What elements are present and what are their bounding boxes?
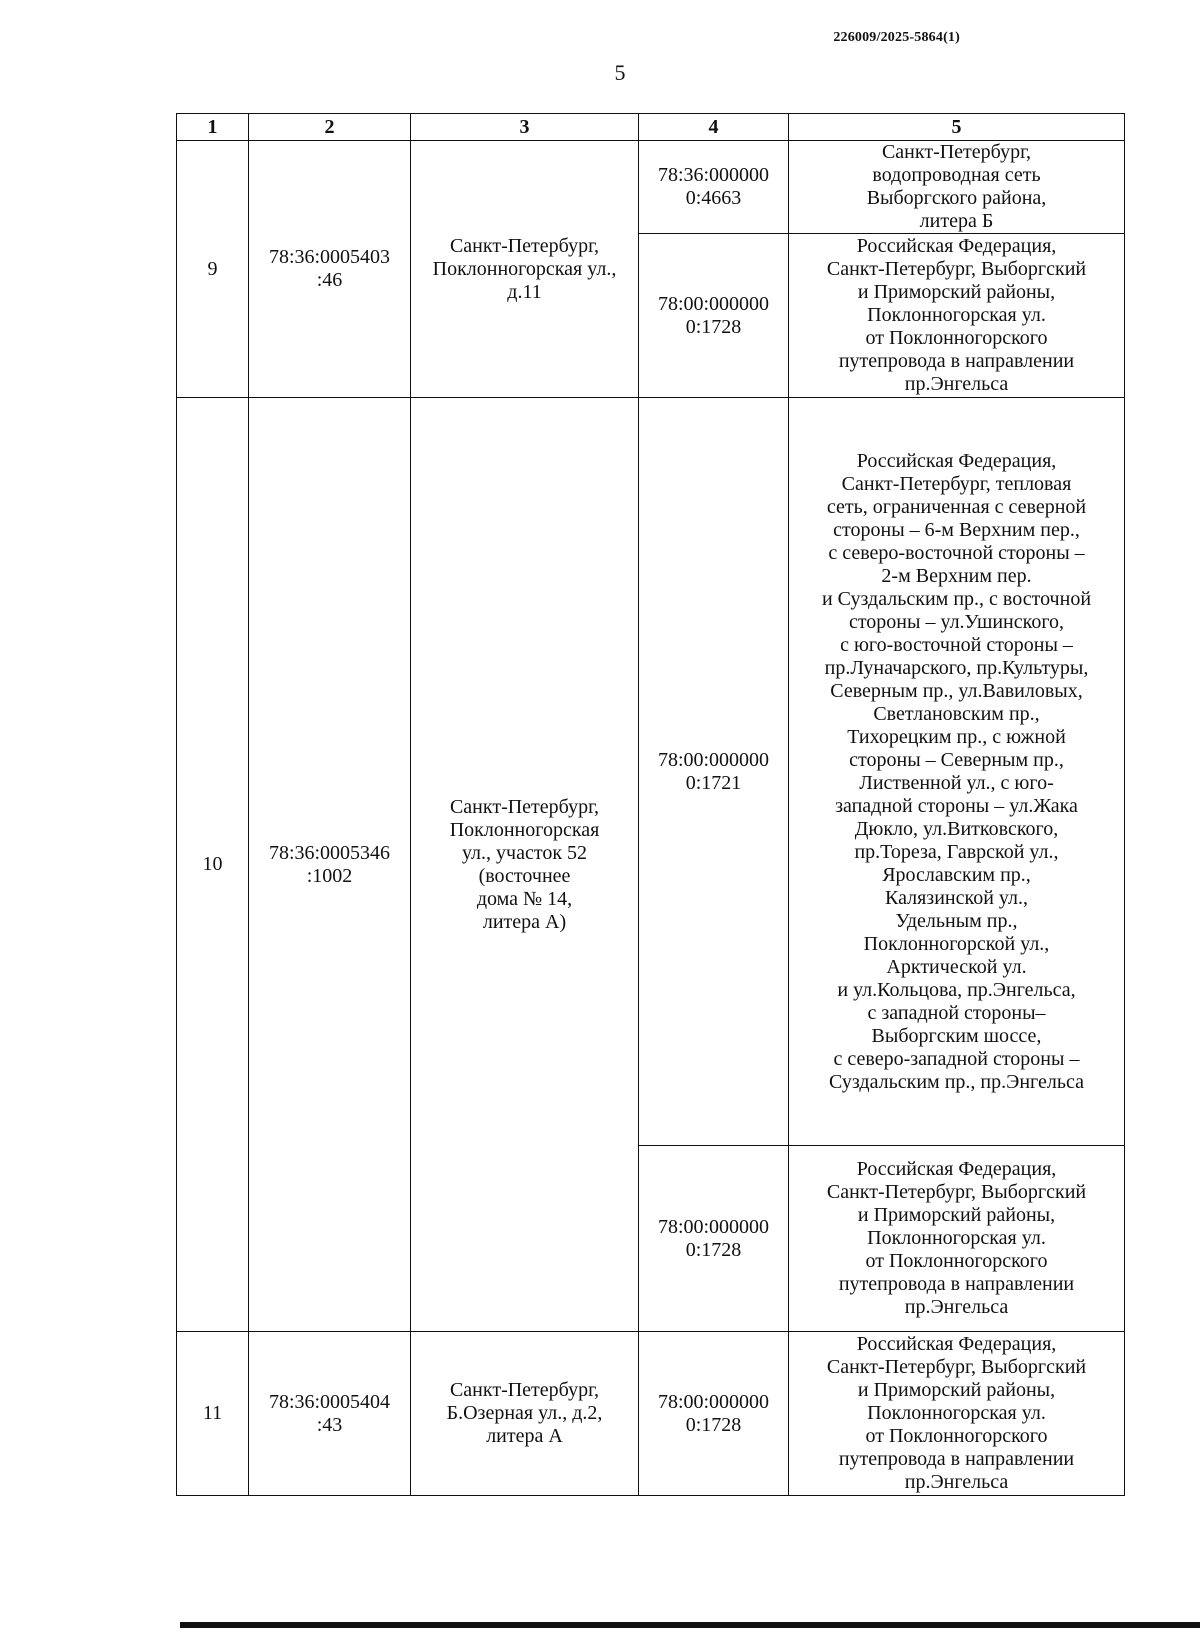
plot-address: Санкт-Петербург, Поклонногорская ул., участок 52 (восточнее дома № 14, литера А) — [411, 398, 639, 1332]
row-number: 10 — [177, 398, 249, 1332]
table-row — [177, 1332, 1125, 1496]
column-header-5: 5 — [789, 114, 1125, 141]
table-row — [177, 398, 1125, 1146]
object-description: Российская Федерация, Санкт-Петербург, тепловая сеть, ограниченная с северной стороны – 6-м Верхним пер., с северо-восточной стороны – 2-м Верхним пер. и Суздальским пр., с восточной стороны – ул.Ушинского, с юго-восточной стороны – пр.Луначарского, пр.Культуры, Северным пр., ул.Вавиловых, Светлановским пр., Тихорецким пр., с южной стороны – Северным пр., Лиственной ул., с юго- западной стороны – ул.Жака Дюкло, ул.Витковского, пр.Тореза, Гаврской ул., Ярославским пр., Калязинской ул., Удельным пр., Поклонногорской ул., Арктической ул. и ул.Кольцова, пр.Энгельса, с западной стороны– Выборгским шоссе, с северо-западной стороны – Суздальским пр., пр.Энгельса — [789, 398, 1125, 1146]
column-header-2: 2 — [249, 114, 411, 141]
registry-table — [176, 113, 1125, 1496]
table-row — [177, 141, 1125, 234]
object-description: Российская Федерация, Санкт-Петербург, Выборгский и Приморский районы, Поклонногорская ул. от Поклонногорского путепровода в направлении пр.Энгельса — [789, 1146, 1125, 1332]
row-number: 11 — [177, 1332, 249, 1496]
column-header-3: 3 — [411, 114, 639, 141]
plot-cadastral-number: 78:36:0005346 :1002 — [249, 398, 411, 1332]
document-number: 226009/2025-5864(1) — [833, 30, 960, 45]
column-header-1: 1 — [177, 114, 249, 141]
object-cadastral-number: 78:00:000000 0:1721 — [639, 398, 789, 1146]
page-number: 5 — [614, 60, 626, 85]
row-number: 9 — [177, 141, 249, 398]
plot-cadastral-number: 78:36:0005404 :43 — [249, 1332, 411, 1496]
object-cadastral-number: 78:00:000000 0:1728 — [639, 1332, 789, 1496]
object-cadastral-number: 78:00:000000 0:1728 — [639, 234, 789, 398]
table-body — [177, 141, 1125, 1496]
object-cadastral-number: 78:36:000000 0:4663 — [639, 141, 789, 234]
header-row — [177, 114, 1125, 141]
object-description: Санкт-Петербург, водопроводная сеть Выборгского района, литера Б — [789, 141, 1125, 234]
table-header — [177, 114, 1125, 141]
column-header-4: 4 — [639, 114, 789, 141]
plot-cadastral-number: 78:36:0005403 :46 — [249, 141, 411, 398]
object-description: Российская Федерация, Санкт-Петербург, Выборгский и Приморский районы, Поклонногорская ул. от Поклонногорского путепровода в направлении пр.Энгельса — [789, 1332, 1125, 1496]
object-description: Российская Федерация, Санкт-Петербург, Выборгский и Приморский районы, Поклонногорская ул. от Поклонногорского путепровода в направлении пр.Энгельса — [789, 234, 1125, 398]
plot-address: Санкт-Петербург, Поклонногорская ул., д.11 — [411, 141, 639, 398]
scan-bottom-edge — [180, 1622, 1200, 1628]
plot-address: Санкт-Петербург, Б.Озерная ул., д.2, литера А — [411, 1332, 639, 1496]
object-cadastral-number: 78:00:000000 0:1728 — [639, 1146, 789, 1332]
